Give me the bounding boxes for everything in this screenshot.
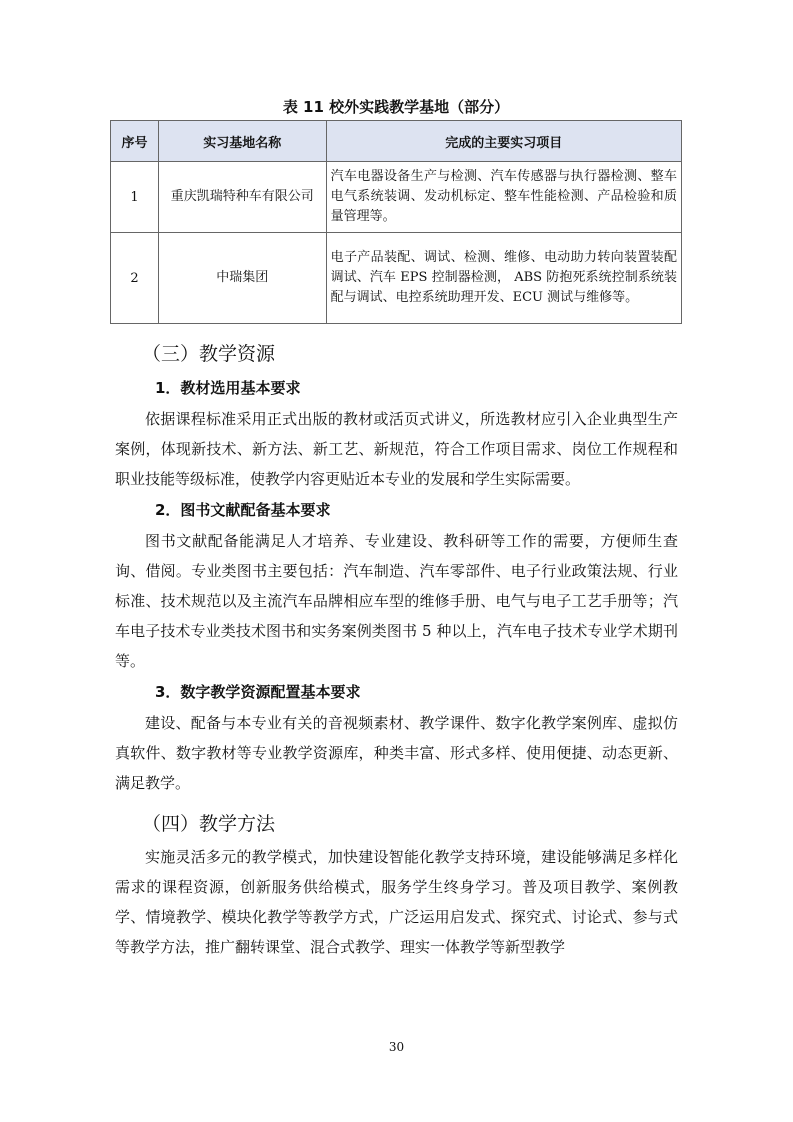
section-heading-teaching-resources: （三）教学资源	[142, 343, 276, 365]
paragraph-teaching-methods: 实施灵活多元的教学模式，加快建设智能化教学支持环境，建设能够满足多样化需求的课程资源，创新服务供给模式，服务学生终身学习。普及项目教学、案例教学、情境教学、模块化教学等教学方式，广泛运用启发式、探究式、讨论式、参与式等教学方法，推广翻转课堂、混合式教学、理实一体教学等新型教学	[115, 848, 678, 956]
header-base-name: 实习基地名称	[158, 121, 326, 162]
subheading-library: 2．图书文献配备基本要求	[155, 501, 331, 519]
cell-serial: 1	[111, 162, 159, 233]
section-heading-teaching-methods: （四）教学方法	[142, 813, 276, 835]
body-text	[115, 336, 678, 962]
practice-base-table	[110, 120, 682, 324]
table-header-row	[111, 121, 682, 162]
page-number: 30	[388, 1040, 405, 1054]
cell-base-name: 重庆凯瑞特种车有限公司	[158, 162, 326, 233]
cell-projects: 汽车电器设备生产与检测、汽车传感器与执行器检测、整车电气系统装调、发动机标定、整车性能检测、产品检验和质量管理等。	[326, 162, 681, 233]
cell-serial: 2	[111, 233, 159, 324]
subheading-digital-resources: 3．数字教学资源配置基本要求	[155, 683, 361, 701]
paragraph-digital-resources: 建设、配备与本专业有关的音视频素材、教学课件、数字化教学案例库、虚拟仿真软件、数字教材等专业教学资源库，种类丰富、形式多样、使用便捷、动态更新、满足教学。	[115, 714, 678, 792]
table-caption: 表 11 校外实践教学基地（部分）	[282, 98, 510, 116]
header-projects: 完成的主要实习项目	[326, 121, 681, 162]
cell-base-name: 中瑞集团	[158, 233, 326, 324]
subheading-textbook: 1．教材选用基本要求	[155, 379, 301, 397]
paragraph-library: 图书文献配备能满足人才培养、专业建设、教科研等工作的需要，方便师生查询、借阅。专业类图书主要包括：汽车制造、汽车零部件、电子行业政策法规、行业标准、技术规范以及主流汽车品牌相应车型的维修手册、电气与电子工艺手册等；汽车电子技术专业类技术图书和实务案例类图书 5 种以上，汽车电子技术专业学术期刊等。	[115, 532, 678, 670]
cell-projects: 电子产品装配、调试、检测、维修、电动助力转向装置装配调试、汽车 EPS 控制器检测， ABS 防抱死系统控制系统装配与调试、电控系统助理开发、ECU 测试与维修等。	[326, 233, 681, 324]
table-row	[111, 162, 682, 233]
header-serial: 序号	[111, 121, 159, 162]
table-row	[111, 233, 682, 324]
paragraph-textbook: 依据课程标准采用正式出版的教材或活页式讲义，所选教材应引入企业典型生产案例，体现新技术、新方法、新工艺、新规范，符合工作项目需求、岗位工作规程和职业技能等级标准，使教学内容更贴近本专业的发展和学生实际需要。	[115, 410, 678, 488]
